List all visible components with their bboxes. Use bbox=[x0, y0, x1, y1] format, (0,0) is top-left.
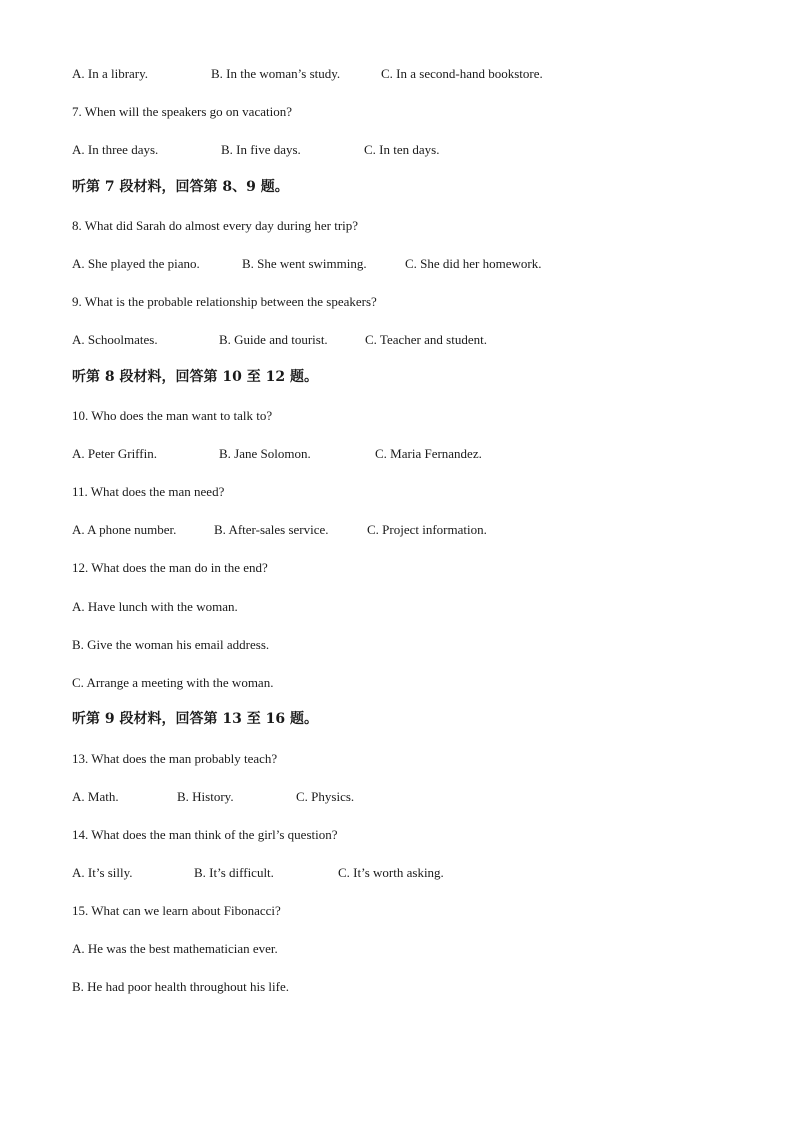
q6-option-b: B. In the woman’s study. bbox=[211, 66, 341, 81]
q9-question: 9. What is the probable relationship between the speakers? bbox=[72, 294, 377, 309]
q9-option-a: A. Schoolmates. bbox=[72, 332, 158, 347]
q11-option-b: B. After-sales service. bbox=[214, 522, 329, 537]
q10-question: 10. Who does the man want to talk to? bbox=[72, 408, 273, 423]
q12-option-b: B. Give the woman his email address. bbox=[72, 637, 270, 652]
section-heading-9: 听第 9 段材料，回答第 13 至 16 题。 bbox=[72, 711, 318, 727]
q8-option-b: B. She went swimming. bbox=[242, 256, 367, 271]
section-heading-8: 听第 8 段材料，回答第 10 至 12 题。 bbox=[72, 369, 318, 385]
q13-option-c: C. Physics. bbox=[296, 789, 355, 804]
q8-option-a: A. She played the piano. bbox=[72, 256, 200, 271]
q12-option-a: A. Have lunch with the woman. bbox=[72, 599, 238, 614]
q11-option-c: C. Project information. bbox=[367, 522, 487, 537]
q9-option-c: C. Teacher and student. bbox=[365, 332, 487, 347]
q9-option-b: B. Guide and tourist. bbox=[219, 332, 328, 347]
q11-question: 11. What does the man need? bbox=[72, 484, 225, 499]
q13-option-a: A. Math. bbox=[72, 789, 119, 804]
q7-option-c: C. In ten days. bbox=[364, 142, 440, 157]
section-heading-7: 听第 7 段材料，回答第 8、9 题。 bbox=[72, 179, 289, 195]
q14-option-c: C. It’s worth asking. bbox=[338, 865, 444, 880]
q12-option-c: C. Arrange a meeting with the woman. bbox=[72, 675, 274, 690]
q11-option-a: A. A phone number. bbox=[72, 522, 177, 537]
q10-option-b: B. Jane Solomon. bbox=[219, 446, 311, 461]
q6-option-c: C. In a second-hand bookstore. bbox=[381, 66, 543, 81]
q8-question: 8. What did Sarah do almost every day during her trip? bbox=[72, 218, 359, 233]
q14-question: 14. What does the man think of the girl’s question? bbox=[72, 827, 338, 842]
q14-option-b: B. It’s difficult. bbox=[194, 865, 274, 880]
q12-question: 12. What does the man do in the end? bbox=[72, 560, 268, 575]
q8-option-c: C. She did her homework. bbox=[405, 256, 542, 271]
q15-option-a: A. He was the best mathematician ever. bbox=[72, 941, 278, 956]
q14-option-a: A. It’s silly. bbox=[72, 865, 133, 880]
q13-question: 13. What does the man probably teach? bbox=[72, 751, 278, 766]
q7-question: 7. When will the speakers go on vacation? bbox=[72, 104, 292, 119]
q10-option-c: C. Maria Fernandez. bbox=[375, 446, 482, 461]
q13-option-b: B. History. bbox=[177, 789, 234, 804]
q10-option-a: A. Peter Griffin. bbox=[72, 446, 157, 461]
q15-option-b: B. He had poor health throughout his life. bbox=[72, 979, 289, 994]
q6-option-a: A. In a library. bbox=[72, 66, 149, 81]
q15-question: 15. What can we learn about Fibonacci? bbox=[72, 903, 281, 918]
q7-option-b: B. In five days. bbox=[221, 142, 301, 157]
q7-option-a: A. In three days. bbox=[72, 142, 159, 157]
